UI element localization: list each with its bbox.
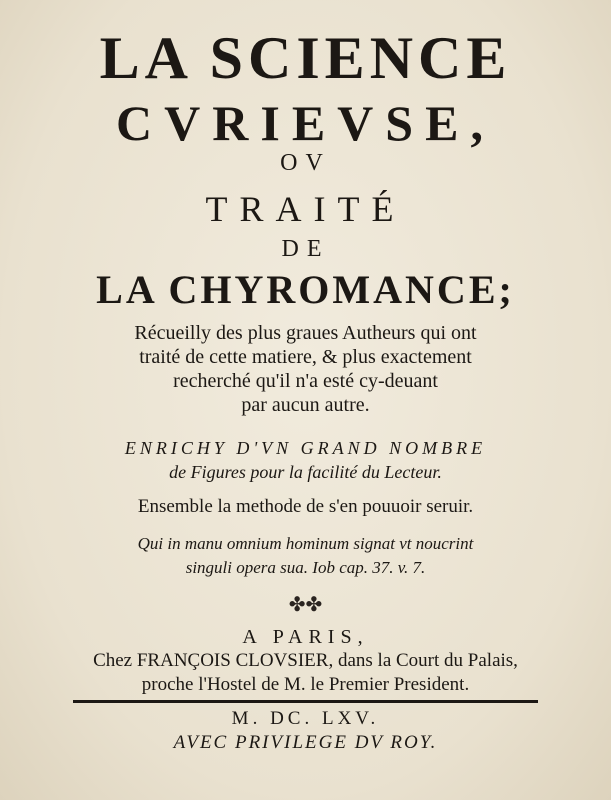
privilege-line: AVEC PRIVILEGE DV ROY.	[173, 732, 438, 753]
enrichment-line-2: de Figures pour la facilité du Lecteur.	[169, 462, 442, 482]
ensemble-line: Ensemble la methode de s'en pouuoir seruir.	[137, 496, 474, 517]
ornament-icon: ✤✤	[288, 594, 323, 616]
description-line-2: traité de cette matiere, & plus exactement	[139, 346, 472, 368]
imprint-line-1: Chez FRANÇOIS CLOVSIER, dans la Court du Palais,	[93, 650, 518, 671]
title-line-1: LA SCIENCE	[99, 25, 512, 91]
title-line-3: OV	[280, 150, 331, 176]
imprint-line-2: proche l'Hostel de M. le Premier President.	[141, 674, 470, 695]
quote-line-2: singuli opera sua. Iob cap. 37. v. 7.	[185, 558, 426, 577]
description-line-1: Récueilly des plus graues Autheurs qui ont	[134, 322, 477, 344]
title-line-6: LA CHYROMANCE;	[96, 267, 515, 312]
divider-rule	[73, 700, 538, 703]
publication-date: M. DC. LXV.	[231, 708, 380, 729]
description-line-3: recherché qu'il n'a esté cy-deuant	[173, 370, 438, 392]
title-line-4: TRAITÉ	[205, 189, 406, 229]
title-line-5: DE	[281, 236, 330, 262]
quote-line-1: Qui in manu omnium hominum signat vt noucrint	[137, 534, 474, 553]
enrichment-line-1: ENRICHY D'VN GRAND NOMBRE	[124, 438, 487, 458]
description-line-4: par aucun autre.	[241, 394, 370, 416]
imprint-city: A PARIS,	[242, 626, 369, 648]
title-line-2: CVRIEVSE,	[116, 95, 495, 151]
